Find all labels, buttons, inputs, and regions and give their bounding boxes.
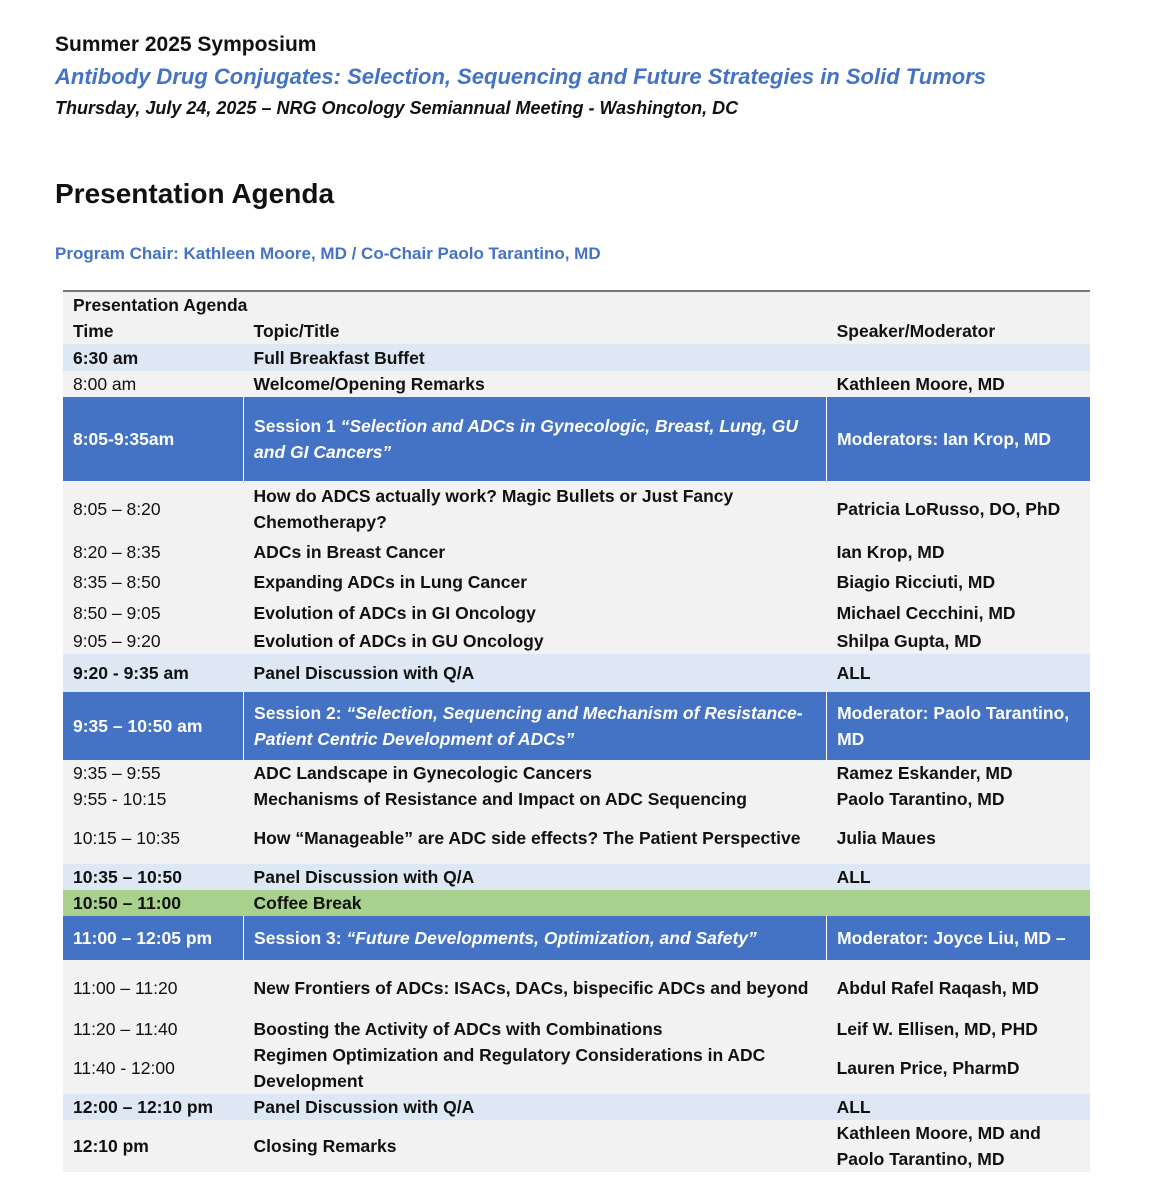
topic-cell: ADCs in Breast Cancer: [244, 537, 827, 566]
speaker-cell: Biagio Ricciuti, MD: [827, 566, 1090, 597]
time-cell: 11:00 – 12:05 pm: [63, 916, 244, 960]
speaker-cell: Moderator: Joyce Liu, MD –: [827, 916, 1090, 960]
topic-cell: Boosting the Activity of ADCs with Combinations: [244, 1016, 827, 1042]
speaker-cell: Kathleen Moore, MD: [827, 371, 1090, 397]
speaker-cell: Paolo Tarantino, MD: [827, 786, 1090, 812]
time-cell: 9:35 – 10:50 am: [63, 692, 244, 760]
topic-cell: Panel Discussion with Q/A: [244, 864, 827, 890]
table-row: [63, 344, 1090, 371]
topic-cell: How “Manageable” are ADC side effects? The Patient Perspective: [244, 812, 827, 864]
table-row: [63, 812, 1090, 864]
table-row: [63, 864, 1090, 890]
time-cell: 11:40 - 12:00: [63, 1042, 244, 1094]
table-row: [63, 960, 1090, 1016]
time-cell: 12:00 – 12:10 pm: [63, 1094, 244, 1120]
table-row: [63, 566, 1090, 597]
time-cell: 10:50 – 11:00: [63, 890, 244, 916]
event-title: Summer 2025 Symposium: [55, 33, 317, 56]
table-row: [63, 1042, 1090, 1094]
session-label: Session 2:: [254, 703, 347, 723]
session-title: “Selection and ADCs in Gynecologic, Breast, Lung, GU and GI Cancers”: [254, 416, 798, 462]
time-cell: 8:20 – 8:35: [63, 537, 244, 566]
document-header: [55, 30, 986, 122]
topic-cell: Mechanisms of Resistance and Impact on ADC Sequencing: [244, 786, 827, 812]
speaker-cell: Ian Krop, MD: [827, 537, 1090, 566]
topic-cell: Welcome/Opening Remarks: [244, 371, 827, 397]
speaker-cell: Moderators: Ian Krop, MD: [827, 397, 1090, 481]
table-header-row: [63, 318, 1090, 344]
speaker-cell: [827, 890, 1090, 916]
table-row: [63, 760, 1090, 786]
coffee-break-row: [63, 890, 1090, 916]
symposium-subtitle: Antibody Drug Conjugates: Selection, Sequencing and Future Strategies in Solid Tumors: [55, 64, 987, 89]
time-cell: 9:35 – 9:55: [63, 760, 244, 786]
speaker-cell: [827, 344, 1090, 371]
topic-cell: Evolution of ADCs in GU Oncology: [244, 628, 827, 654]
table-row: [63, 1016, 1090, 1042]
speaker-cell: Patricia LoRusso, DO, PhD: [827, 481, 1090, 537]
topic-cell: Closing Remarks: [244, 1120, 827, 1172]
topic-cell: Expanding ADCs in Lung Cancer: [244, 566, 827, 597]
time-cell: 8:50 – 9:05: [63, 597, 244, 628]
table-row: [63, 1094, 1090, 1120]
table-row: [63, 1120, 1090, 1172]
time-cell: 10:15 – 10:35: [63, 812, 244, 864]
speaker-cell: Leif W. Ellisen, MD, PHD: [827, 1016, 1090, 1042]
speaker-cell: ALL: [827, 864, 1090, 890]
speaker-cell: ALL: [827, 654, 1090, 692]
topic-cell: [244, 692, 827, 760]
table-caption: Presentation Agenda: [63, 291, 1090, 318]
session-title: “Future Developments, Optimization, and Safety”: [346, 928, 757, 948]
speaker-cell: Moderator: Paolo Tarantino, MD: [827, 692, 1090, 760]
table-caption-row: [63, 291, 1090, 318]
session-row: [63, 397, 1090, 481]
time-cell: 11:00 – 11:20: [63, 960, 244, 1016]
table-row: [63, 628, 1090, 654]
speaker-cell: Abdul Rafel Raqash, MD: [827, 960, 1090, 1016]
column-header-speaker: Speaker/Moderator: [827, 318, 1090, 344]
table-row: [63, 481, 1090, 537]
topic-cell: Full Breakfast Buffet: [244, 344, 827, 371]
time-cell: 8:00 am: [63, 371, 244, 397]
time-cell: 6:30 am: [63, 344, 244, 371]
session-label: Session 3:: [254, 928, 347, 948]
time-cell: 8:35 – 8:50: [63, 566, 244, 597]
time-cell: 9:20 - 9:35 am: [63, 654, 244, 692]
time-cell: 8:05 – 8:20: [63, 481, 244, 537]
table-row: [63, 597, 1090, 628]
speaker-cell: Kathleen Moore, MD and Paolo Tarantino, MD: [827, 1120, 1090, 1172]
speaker-cell: Ramez Eskander, MD: [827, 760, 1090, 786]
speaker-cell: Michael Cecchini, MD: [827, 597, 1090, 628]
session-label: Session 1: [254, 416, 341, 436]
time-cell: 9:55 - 10:15: [63, 786, 244, 812]
page-title: Presentation Agenda: [55, 178, 335, 209]
session-row: [63, 692, 1090, 760]
topic-cell: Evolution of ADCs in GI Oncology: [244, 597, 827, 628]
topic-cell: [244, 916, 827, 960]
topic-cell: Regimen Optimization and Regulatory Considerations in ADC Development: [244, 1042, 827, 1094]
topic-cell: How do ADCS actually work? Magic Bullets or Just Fancy Chemotherapy?: [244, 481, 827, 537]
table-row: [63, 654, 1090, 692]
topic-cell: [244, 397, 827, 481]
speaker-cell: Julia Maues: [827, 812, 1090, 864]
topic-cell: Panel Discussion with Q/A: [244, 654, 827, 692]
topic-cell: Panel Discussion with Q/A: [244, 1094, 827, 1120]
speaker-cell: ALL: [827, 1094, 1090, 1120]
topic-cell: Coffee Break: [244, 890, 827, 916]
column-header-topic: Topic/Title: [244, 318, 827, 344]
time-cell: 8:05-9:35am: [63, 397, 244, 481]
time-cell: 9:05 – 9:20: [63, 628, 244, 654]
session-row: [63, 916, 1090, 960]
agenda-table: [63, 290, 1090, 1172]
time-cell: 10:35 – 10:50: [63, 864, 244, 890]
table-row: [63, 786, 1090, 812]
topic-cell: ADC Landscape in Gynecologic Cancers: [244, 760, 827, 786]
column-header-time: Time: [63, 318, 244, 344]
date-location-line: Thursday, July 24, 2025 – NRG Oncology Semiannual Meeting - Washington, DC: [55, 98, 739, 118]
table-row: [63, 537, 1090, 566]
speaker-cell: Lauren Price, PharmD: [827, 1042, 1090, 1094]
time-cell: 11:20 – 11:40: [63, 1016, 244, 1042]
table-row: [63, 371, 1090, 397]
time-cell: 12:10 pm: [63, 1120, 244, 1172]
session-title: “Selection, Sequencing and Mechanism of Resistance- Patient Centric Development of ADCs”: [254, 703, 803, 749]
program-chair: Program Chair: Kathleen Moore, MD / Co-Chair Paolo Tarantino, MD: [55, 244, 601, 263]
topic-cell: New Frontiers of ADCs: ISACs, DACs, bispecific ADCs and beyond: [244, 960, 827, 1016]
speaker-cell: Shilpa Gupta, MD: [827, 628, 1090, 654]
